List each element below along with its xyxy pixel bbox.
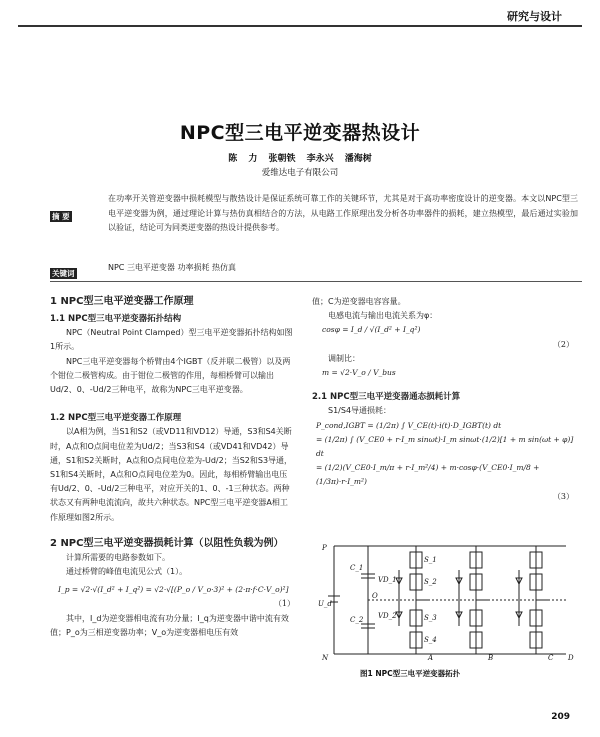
figure-1-caption: 图1 NPC型三电平逆变器拓扑	[360, 669, 461, 678]
label-d: D	[568, 654, 574, 662]
label-o: O	[372, 592, 378, 600]
equation-1: I_p = √2·√(I_d² + I_q²) = √2·√[(P_o / V_o·3)² + (2·π·f·C·V_o)²]	[58, 585, 289, 595]
equation-m: m = √2·V_o / V_bus	[322, 368, 396, 378]
label-c2: C_2	[350, 616, 364, 624]
left-column	[50, 295, 295, 640]
section-2-para1: 计算所需要的电路参数如下。	[66, 552, 170, 562]
section-1-heading: 1 NPC型三电平逆变器工作原理	[50, 296, 194, 307]
label-a: A	[428, 654, 434, 662]
abstract-tag-label: 摘 要	[52, 212, 70, 221]
equation-3-number: （3）	[552, 491, 574, 501]
npc-topology-figure	[316, 540, 578, 662]
modulation-text: 调制比：	[328, 353, 360, 363]
abstract-text: 在功率开关管逆变器中损耗模型与散热设计是保证系统可靠工作的关键环节，尤其是对于高功率密度设计的逆变器。本文以NPC型三电平逆变器为例，通过理论计算与热仿真相结合的方法，从电路工作原理出发分析各功率器件的损耗，建立热模型，最后通过实验加以验证，结论可为同类逆变器的热设计提供参考。	[108, 194, 578, 232]
keywords-tag	[50, 261, 77, 280]
section-2-para3: 其中，I_d为逆变器相电流有功分量；I_q为逆变器中谐中流有效值；P_o为三相逆变器功率；V_o为逆变器相电压有效	[50, 613, 289, 637]
section-2-heading: 2 NPC型三电平逆变器损耗计算（以阻性负载为例）	[50, 537, 284, 549]
equation-2-number: （2）	[552, 339, 574, 349]
equation-3a: P_cond,IGBT = (1/2π) ∫ V_CE(t)·i(t)·D_IGBT(t) dt	[316, 420, 502, 430]
equation-3c: = (1/2)(V_CE0·I_m/π + r·I_m²/4) + m·cosφ·(V_CE0·I_m/8 + (1/3π)·r·I_m²)	[316, 463, 540, 487]
abstract-tag	[50, 204, 72, 223]
section-1-2-para: 以A相为例，当S1和S2（或VD11和VD12）导通，S3和S4关断时，A点和O点间电位差为Ud/2；当S3和S4（或VD41和VD42）导通，S1和S2关断时，A点和O点间电位差为-Ud/2；当S2和S3导通，S1和S4关断时，A点和O点间电位差为0。因此，每相桥臂输出电压有Ud/2、0、-Ud/2三种电平，对应开关的1、0、-1三种状态。两种状态又有两种电流流向，故共六种状态。NPC型三电平逆变器A相工作原理如图2所示。	[50, 427, 293, 522]
section-2-para2: 通过桥臂的峰值电流见公式（1）。	[66, 567, 188, 577]
power-factor-text: 电感电流与输出电流关系为φ：	[328, 311, 438, 321]
label-s4: S_4	[424, 636, 437, 644]
label-vd1: VD_1	[378, 576, 397, 584]
section-1-1-heading: 1.1 NPC型三电平逆变器拓扑结构	[50, 314, 182, 324]
label-s3: S_3	[424, 614, 437, 622]
equation-1-number: （1）	[273, 599, 295, 609]
label-p: P	[322, 544, 327, 552]
header-rule	[18, 25, 582, 27]
section-1-2-heading: 1.2 NPC型三电平逆变器工作原理	[50, 413, 182, 424]
label-s1: S_1	[424, 556, 437, 564]
label-ud: U_d	[318, 600, 332, 608]
section-1-1-para2: NPC三电平逆变器每个桥臂由4个IGBT（反并联二极管）以及两个钳位二极管构成。由于钳位二极管的作用，每相桥臂可以输出Ud/2、0、-Ud/2三种电平，故称为NPC三电平逆变器。	[50, 356, 291, 395]
section-1-1-para1: NPC（Neutral Point Clamped）型三电平逆变器拓扑结构如图1所示。	[50, 328, 293, 352]
abstract-rule	[50, 281, 582, 282]
label-b: B	[488, 654, 494, 662]
section-2-1-para: S1/S4导通损耗：	[328, 406, 392, 416]
paper-title: NPC型三电平逆变器热设计	[179, 122, 421, 144]
page-number: 209	[551, 712, 570, 722]
equation-2: cosφ = I_d / √(I_d² + I_q²)	[322, 325, 421, 335]
section-2-1-heading: 2.1 NPC型三电平逆变器通态损耗计算	[312, 392, 461, 403]
affiliation: 爱维达电子有限公司	[261, 168, 339, 178]
label-c: C	[548, 654, 554, 662]
label-n: N	[322, 654, 329, 662]
authors: 陈 力 张朝铁 李永兴 潘海树	[228, 154, 372, 164]
label-vd2: VD_2	[378, 612, 397, 620]
right-intro: 值；C为逆变器电容容量。	[312, 297, 406, 306]
equation-3b: = (1/2π) ∫ (V_CE0 + r·I_m sinωt)·I_m sinωt·(1/2)[1 + m sin(ωt + φ)] dt	[316, 434, 574, 459]
keywords-tag-label: 关键词	[52, 269, 75, 278]
label-s2: S_2	[424, 578, 437, 586]
label-c1: C_1	[350, 564, 364, 572]
keywords-text: NPC 三电平逆变器 功率损耗 热仿真	[108, 263, 237, 272]
running-header: 研究与设计	[507, 10, 562, 23]
right-column	[312, 295, 574, 504]
